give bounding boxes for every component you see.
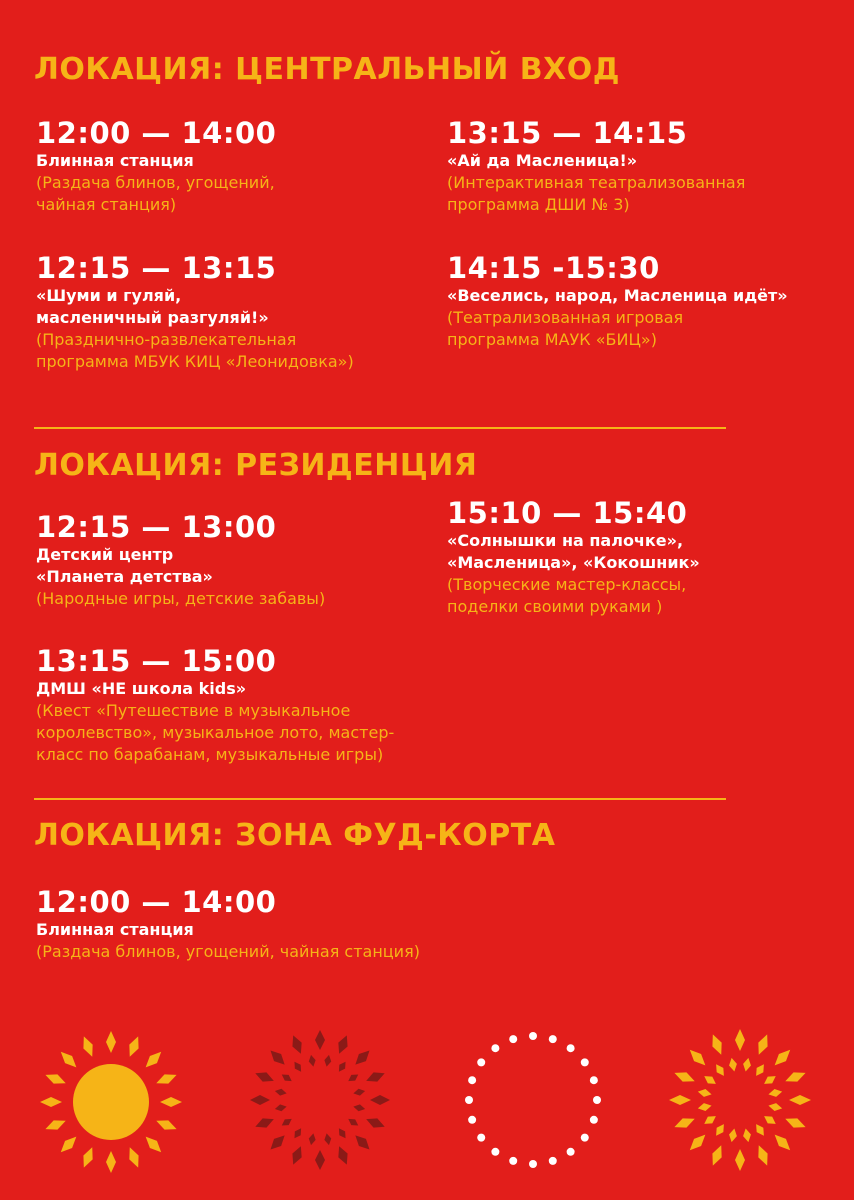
section-divider: [34, 798, 726, 800]
ray-shape: [754, 1143, 772, 1167]
ray-shape: [250, 1095, 270, 1105]
ray-shape: [762, 1113, 778, 1127]
event-card: [36, 251, 436, 373]
dot-shape: [465, 1096, 473, 1104]
ray-shape: [315, 1030, 325, 1050]
event-time: 13:15 — 14:15: [447, 116, 688, 150]
event-card: [36, 116, 436, 216]
ray-shape: [702, 1073, 718, 1087]
ray-shape: [335, 1033, 352, 1055]
event-name: Блинная станция: [36, 920, 194, 939]
ray-shape: [728, 1057, 739, 1072]
event-description: (Празднично-развлекательная программа МБУК КИЦ «Леонидовка»): [36, 330, 354, 371]
event-name: «Ай да Масленица!»: [447, 151, 638, 170]
ray-shape: [352, 1047, 373, 1068]
ray-shape: [57, 1048, 80, 1071]
dot-shape: [581, 1058, 589, 1066]
ray-shape: [728, 1128, 739, 1143]
event-name: «Шуми и гуляй, масленичный разгуляй!»: [36, 286, 269, 327]
dot-shape: [593, 1096, 601, 1104]
event-card: [447, 496, 847, 618]
event-name: Блинная станция: [36, 151, 194, 170]
ray-shape: [346, 1116, 360, 1128]
ray-shape: [323, 1054, 332, 1067]
ray-shape: [708, 1032, 726, 1056]
ray-shape: [742, 1128, 753, 1143]
ray-shape: [686, 1131, 709, 1154]
ray-shape: [79, 1034, 97, 1058]
ray-shape: [40, 1097, 62, 1107]
event-description: (Творческие мастер-классы, поделки своими руками ): [447, 575, 687, 616]
ray-shape: [253, 1115, 275, 1132]
ray-shape: [292, 1060, 304, 1074]
ray-shape: [142, 1048, 165, 1071]
dot-shape: [468, 1116, 476, 1124]
dot-shape: [549, 1157, 557, 1165]
dot-shape: [491, 1148, 499, 1156]
event-description: (Театрализованная игровая программа МАУК «БИЦ»): [447, 308, 684, 349]
event-description: (Раздача блинов, угощений, чайная станция): [36, 173, 275, 214]
ray-shape: [125, 1145, 143, 1169]
sun-ornaments: [0, 1000, 854, 1200]
dot-shape: [590, 1076, 598, 1084]
section-title-residence: ЛОКАЦИЯ: РЕЗИДЕНЦИЯ: [34, 448, 478, 483]
dot-shape: [477, 1058, 485, 1066]
ray-shape: [735, 1029, 745, 1051]
dot-shape: [491, 1044, 499, 1052]
ray-shape: [125, 1034, 143, 1058]
ray-shape: [346, 1072, 360, 1084]
ray-shape: [753, 1062, 767, 1078]
event-time: 14:15 -15:30: [447, 251, 660, 285]
event-card: [36, 510, 436, 610]
ray-shape: [353, 1103, 366, 1112]
event-time: 12:00 — 14:00: [36, 116, 277, 150]
ray-shape: [142, 1133, 165, 1156]
ray-shape: [672, 1068, 696, 1086]
dot-shape: [581, 1134, 589, 1142]
event-name: «Солнышки на палочке», «Масленица», «Кокошник»: [447, 531, 700, 572]
ray-shape: [713, 1122, 727, 1138]
ray-shape: [308, 1133, 317, 1146]
ray-shape: [292, 1126, 304, 1140]
event-description: (Квест «Путешествие в музыкальное королевство», музыкальное лото, мастер- класс по барабанам, музыкальные игры): [36, 701, 395, 764]
dot-shape: [590, 1116, 598, 1124]
ray-shape: [336, 1060, 348, 1074]
dot-shape: [477, 1134, 485, 1142]
ray-shape: [713, 1062, 727, 1078]
ray-shape: [768, 1088, 783, 1099]
ray-shape: [289, 1144, 306, 1166]
dot-shape: [549, 1035, 557, 1043]
event-description: (Народные игры, детские забавы): [36, 589, 326, 608]
dot-shape: [509, 1157, 517, 1165]
ray-shape: [783, 1114, 807, 1132]
ray-shape: [57, 1133, 80, 1156]
ray-shape: [672, 1114, 696, 1132]
ray-shape: [353, 1088, 366, 1097]
ray-shape: [289, 1033, 306, 1055]
event-time: 12:00 — 14:00: [36, 885, 277, 919]
event-card: [36, 644, 436, 766]
ray-shape: [789, 1095, 811, 1105]
ray-shape: [669, 1095, 691, 1105]
ray-shape: [43, 1070, 67, 1088]
ray-shape: [106, 1151, 116, 1173]
ray-shape: [323, 1133, 332, 1146]
ray-shape: [154, 1070, 178, 1088]
ray-shape: [106, 1031, 116, 1053]
ray-shape: [267, 1047, 288, 1068]
ray-shape: [280, 1072, 294, 1084]
section-title-central-entrance: ЛОКАЦИЯ: ЦЕНТРАЛЬНЫЙ ВХОД: [34, 52, 620, 87]
ray-shape: [253, 1069, 275, 1086]
dot-shape: [529, 1160, 537, 1168]
dot-shape: [567, 1044, 575, 1052]
ray-shape: [370, 1095, 390, 1105]
ray-shape: [315, 1150, 325, 1170]
dot-shape: [509, 1035, 517, 1043]
ray-shape: [735, 1149, 745, 1171]
ray-shape: [274, 1103, 287, 1112]
yellow-ray-circle-icon: [669, 1029, 811, 1171]
ray-shape: [308, 1054, 317, 1067]
ray-shape: [762, 1073, 778, 1087]
ray-shape: [79, 1145, 97, 1169]
ray-shape: [697, 1088, 712, 1099]
ray-shape: [280, 1116, 294, 1128]
ray-shape: [753, 1122, 767, 1138]
ray-shape: [742, 1057, 753, 1072]
ray-shape: [43, 1116, 67, 1134]
dot-shape: [567, 1148, 575, 1156]
event-name: «Веселись, народ, Масленица идёт»: [447, 286, 788, 305]
ray-shape: [335, 1144, 352, 1166]
ray-shape: [352, 1132, 373, 1153]
sun-disc: [73, 1064, 149, 1140]
event-card: [447, 251, 847, 351]
event-time: 13:15 — 15:00: [36, 644, 277, 678]
ray-shape: [768, 1102, 783, 1113]
ray-shape: [783, 1068, 807, 1086]
event-time: 15:10 — 15:40: [447, 496, 688, 530]
ray-shape: [686, 1046, 709, 1069]
event-time: 12:15 — 13:00: [36, 510, 277, 544]
ray-shape: [267, 1132, 288, 1153]
event-card: [447, 116, 847, 216]
ray-shape: [697, 1102, 712, 1113]
event-description: (Раздача блинов, угощений, чайная станция): [36, 942, 420, 961]
ray-shape: [771, 1131, 794, 1154]
ray-shape: [708, 1143, 726, 1167]
dark-ray-circle-icon: [250, 1030, 390, 1170]
event-name: Детский центр «Планета детства»: [36, 545, 213, 586]
yellow-sun-icon: [40, 1031, 182, 1173]
dot-shape: [468, 1076, 476, 1084]
section-title-food-court: ЛОКАЦИЯ: ЗОНА ФУД-КОРТА: [34, 818, 556, 853]
event-name: ДМШ «НЕ школа kids»: [36, 679, 247, 698]
section-divider: [34, 427, 726, 429]
ray-shape: [160, 1097, 182, 1107]
ray-shape: [154, 1116, 178, 1134]
ray-shape: [364, 1115, 386, 1132]
ray-shape: [702, 1113, 718, 1127]
ray-shape: [771, 1046, 794, 1069]
event-card: [36, 885, 516, 963]
ray-shape: [336, 1126, 348, 1140]
white-dot-circle-icon: [465, 1032, 601, 1168]
event-description: (Интерактивная театрализованная программа ДШИ № 3): [447, 173, 746, 214]
ray-shape: [364, 1069, 386, 1086]
ray-shape: [754, 1032, 772, 1056]
dot-shape: [529, 1032, 537, 1040]
ray-shape: [274, 1088, 287, 1097]
event-time: 12:15 — 13:15: [36, 251, 277, 285]
